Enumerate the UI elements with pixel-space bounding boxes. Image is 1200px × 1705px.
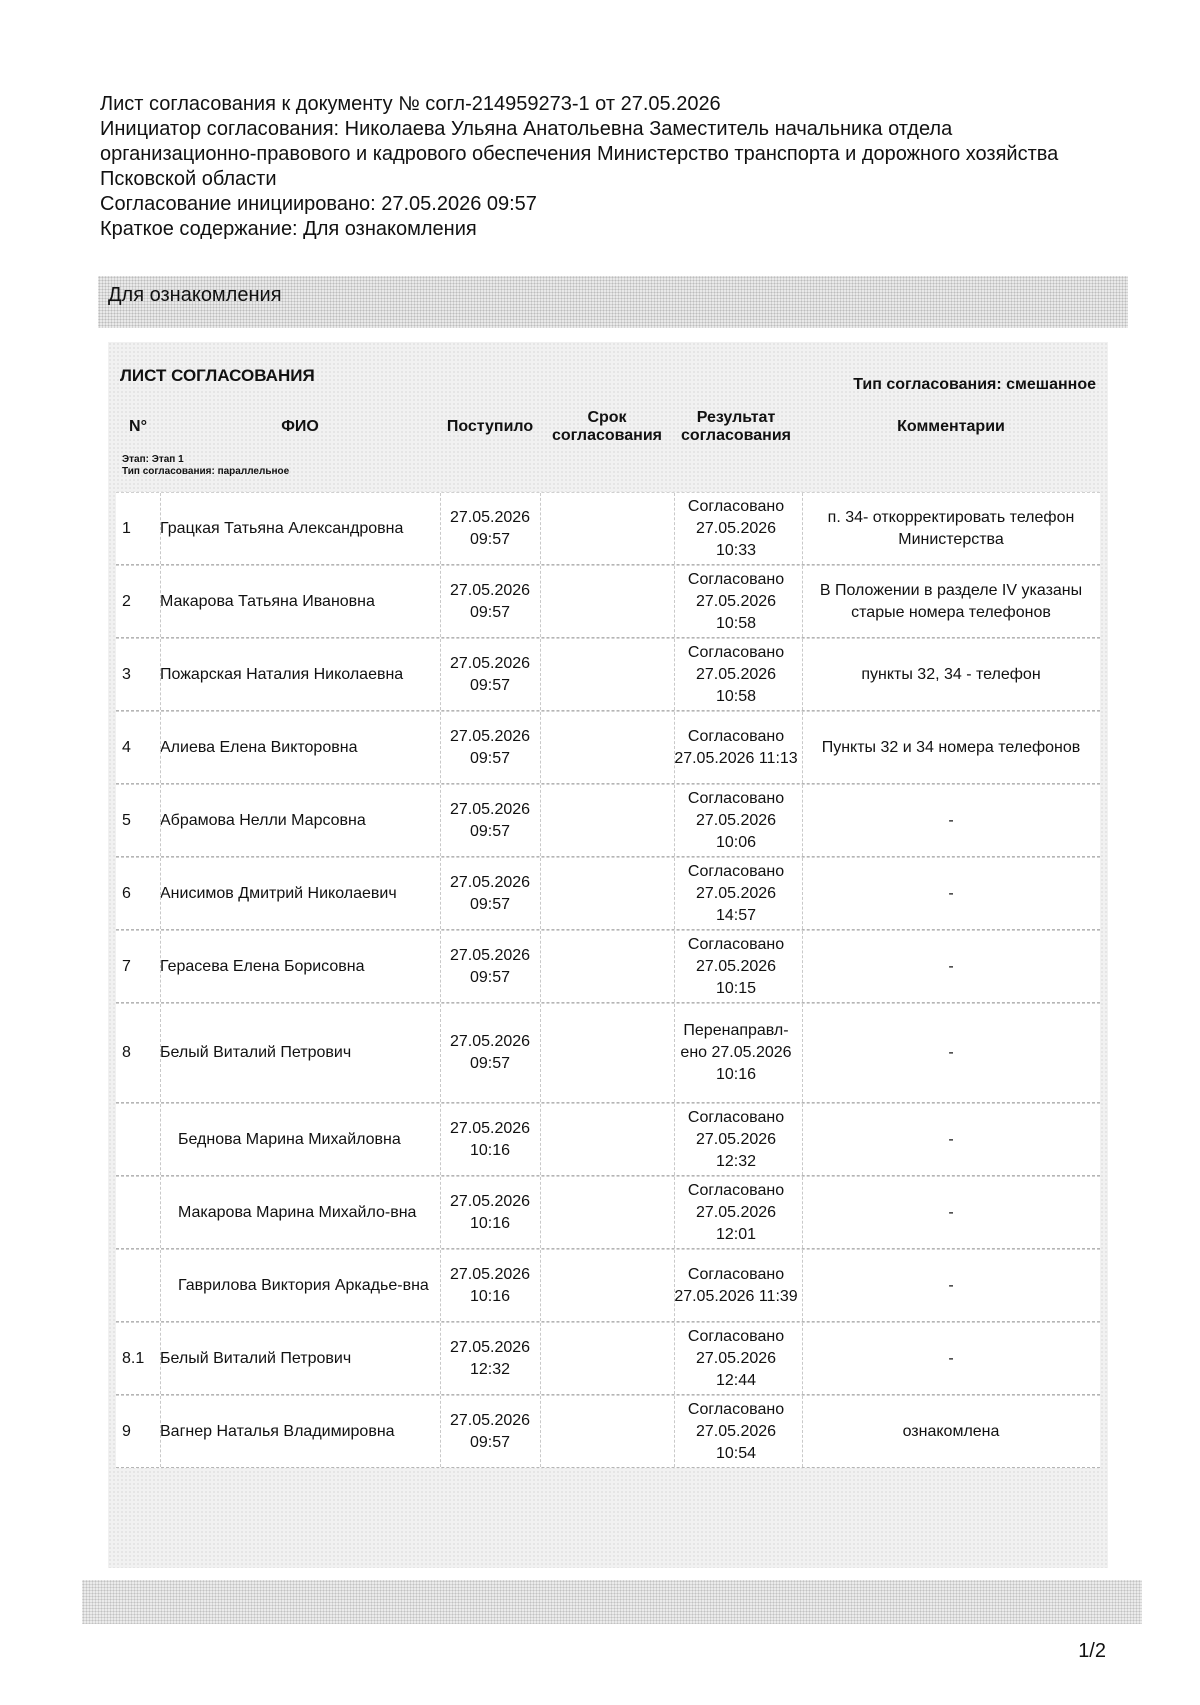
column-divider	[160, 931, 161, 1002]
row-comment: -	[948, 884, 954, 902]
column-divider	[674, 931, 675, 1002]
column-divider	[540, 566, 541, 637]
row-comment: п. 34- откорректировать телефон Министерства	[827, 508, 1075, 548]
row-received: 27.05.2026 09:57	[449, 508, 531, 548]
column-divider	[802, 712, 803, 783]
footer-band	[82, 1580, 1142, 1624]
row-comment: ознакомлена	[902, 1422, 1000, 1440]
row-received: 27.05.2026 09:57	[449, 946, 531, 986]
column-divider	[540, 712, 541, 783]
row-result: Перенаправл-ено 27.05.2026 10:16	[680, 1022, 792, 1083]
approval-sheet	[108, 342, 1108, 1568]
column-divider	[160, 1250, 161, 1321]
row-result: Согласовано 27.05.2026 12:32	[687, 1108, 785, 1170]
stage-name: Этап: Этап 1	[122, 454, 184, 465]
table-row	[116, 1395, 1100, 1468]
row-name: Гаврилова Виктория Аркадье-вна	[178, 1276, 429, 1294]
row-name: Белый Виталий Петрович	[160, 1044, 352, 1061]
row-received: 27.05.2026 10:16	[449, 1192, 531, 1232]
approval-type: Тип согласования: смешанное	[853, 376, 1096, 393]
column-divider	[802, 566, 803, 637]
row-name: Беднова Марина Михайловна	[178, 1130, 401, 1148]
initiated-at: Согласование инициировано: 27.05.2026 09:57	[100, 193, 537, 215]
stage-type: Тип согласования: параллельное	[122, 466, 290, 477]
row-deadline	[540, 639, 674, 710]
row-number	[116, 1104, 162, 1175]
row-comment: -	[948, 1130, 954, 1148]
row-comment: -	[948, 811, 954, 829]
table-row	[116, 711, 1100, 784]
column-divider	[674, 566, 675, 637]
column-divider	[540, 1396, 541, 1467]
col-comments: Комментарии	[897, 418, 1005, 435]
row-deadline	[540, 785, 674, 856]
column-divider	[540, 1004, 541, 1102]
column-divider	[440, 785, 441, 856]
table-row	[116, 1103, 1100, 1176]
table-row	[116, 930, 1100, 1003]
column-divider	[802, 785, 803, 856]
column-divider	[802, 493, 803, 564]
column-divider	[540, 931, 541, 1002]
row-result: Согласовано 27.05.2026 10:58	[687, 570, 785, 632]
column-divider	[802, 1396, 803, 1467]
row-received: 27.05.2026 09:57	[449, 873, 531, 913]
row-received: 27.05.2026 09:57	[449, 1033, 531, 1072]
column-divider	[540, 1250, 541, 1321]
table-row	[116, 565, 1100, 638]
column-divider	[802, 1104, 803, 1175]
column-divider	[674, 785, 675, 856]
column-divider	[160, 1323, 161, 1394]
summary: Краткое содержание: Для ознакомления	[100, 218, 477, 240]
row-comment: -	[948, 957, 954, 975]
column-divider	[160, 639, 161, 710]
column-divider	[540, 785, 541, 856]
row-deadline	[540, 1104, 674, 1175]
row-received: 27.05.2026 09:57	[449, 727, 531, 767]
row-number: 8	[122, 1044, 131, 1061]
column-divider	[674, 1177, 675, 1248]
column-divider	[802, 931, 803, 1002]
row-deadline	[540, 1250, 674, 1321]
column-divider	[802, 1177, 803, 1248]
row-comment: пункты 32, 34 - телефон	[861, 665, 1041, 683]
column-divider	[440, 639, 441, 710]
row-result: Согласовано 27.05.2026 10:15	[687, 935, 785, 997]
row-deadline	[540, 1323, 674, 1394]
column-divider	[540, 858, 541, 929]
row-number: 5	[122, 811, 131, 829]
row-result: Согласовано 27.05.2026 10:58	[687, 643, 785, 705]
row-received: 27.05.2026 10:16	[449, 1119, 531, 1159]
column-divider	[440, 493, 441, 564]
column-divider	[540, 639, 541, 710]
table-row	[116, 1003, 1100, 1103]
column-divider	[540, 493, 541, 564]
column-divider	[440, 566, 441, 637]
column-divider	[160, 1396, 161, 1467]
column-divider	[440, 1104, 441, 1175]
table-row	[116, 1322, 1100, 1395]
column-divider	[160, 785, 161, 856]
column-divider	[440, 931, 441, 1002]
row-result: Согласовано 27.05.2026 14:57	[687, 862, 785, 924]
section-title: Для ознакомления	[108, 284, 282, 306]
row-result: Согласовано 27.05.2026 12:01	[687, 1181, 785, 1243]
row-name: Абрамова Нелли Марсовна	[160, 811, 366, 829]
document-title: Лист согласования к документу № согл-214959273-1 от 27.05.2026	[100, 93, 721, 115]
section-band	[98, 276, 1128, 328]
column-divider	[674, 858, 675, 929]
row-number: 3	[122, 665, 131, 683]
row-number: 6	[122, 884, 131, 902]
table-row	[116, 1176, 1100, 1249]
column-divider	[802, 1004, 803, 1102]
stage-info	[122, 454, 289, 478]
row-comment: -	[948, 1044, 954, 1061]
row-name: Макарова Татьяна Ивановна	[160, 592, 375, 610]
row-deadline	[540, 858, 674, 929]
row-received: 27.05.2026 09:57	[449, 800, 531, 840]
column-divider	[802, 639, 803, 710]
column-divider	[674, 493, 675, 564]
sheet-title: ЛИСТ СОГЛАСОВАНИЯ	[120, 366, 315, 385]
row-number	[116, 1177, 162, 1248]
col-num: N°	[129, 418, 147, 435]
row-deadline	[540, 931, 674, 1002]
row-number: 9	[122, 1422, 131, 1440]
row-comment: В Положении в разделе IV указаны старые номера телефонов	[819, 581, 1083, 621]
row-name: Пожарская Наталия Николаевна	[160, 665, 404, 683]
column-divider	[440, 1250, 441, 1321]
row-comment: -	[948, 1276, 954, 1294]
page-number: 1/2	[1078, 1640, 1106, 1662]
row-number: 1	[122, 519, 131, 537]
table-row	[116, 784, 1100, 857]
column-divider	[540, 1104, 541, 1175]
row-name: Вагнер Наталья Владимировна	[160, 1422, 395, 1440]
row-deadline	[540, 1177, 674, 1248]
column-divider	[540, 1323, 541, 1394]
row-comment: -	[948, 1349, 954, 1367]
row-result: Согласовано 27.05.2026 12:44	[687, 1327, 785, 1389]
column-divider	[674, 1104, 675, 1175]
row-result: Согласовано 27.05.2026 10:54	[687, 1400, 785, 1462]
column-divider	[440, 1396, 441, 1467]
column-divider	[440, 858, 441, 929]
column-divider	[674, 1250, 675, 1321]
row-number	[116, 1250, 162, 1321]
column-divider	[802, 858, 803, 929]
row-name: Грацкая Татьяна Александровна	[160, 519, 404, 537]
column-divider	[440, 1177, 441, 1248]
row-received: 27.05.2026 09:57	[449, 1411, 531, 1451]
column-divider	[802, 1250, 803, 1321]
row-name: Макарова Марина Михайло-вна	[178, 1203, 417, 1221]
column-divider	[160, 712, 161, 783]
row-received: 27.05.2026 12:32	[449, 1338, 531, 1378]
row-result: Согласовано 27.05.2026 10:06	[687, 789, 785, 851]
column-divider	[160, 1177, 161, 1248]
row-name: Алиева Елена Викторовна	[160, 738, 358, 756]
column-divider	[674, 712, 675, 783]
row-number: 8.1	[122, 1349, 145, 1367]
row-deadline	[540, 712, 674, 783]
column-divider	[674, 639, 675, 710]
col-received: Поступило	[446, 418, 534, 435]
row-deadline	[540, 1396, 674, 1467]
col-deadline: Срок согласования	[551, 409, 663, 444]
column-divider	[674, 1004, 675, 1102]
row-result: Согласовано 27.05.2026 10:33	[687, 497, 785, 559]
row-name: Анисимов Дмитрий Николаевич	[160, 884, 397, 902]
row-name: Герасева Елена Борисовна	[160, 957, 365, 975]
column-divider	[802, 1323, 803, 1394]
column-divider	[674, 1323, 675, 1394]
col-result: Результат согласования	[680, 409, 792, 444]
column-divider	[440, 1323, 441, 1394]
column-divider	[440, 1004, 441, 1102]
table-row	[116, 857, 1100, 930]
column-divider	[160, 858, 161, 929]
row-comment: -	[948, 1203, 954, 1221]
row-received: 27.05.2026 10:16	[449, 1265, 531, 1305]
table-row	[116, 1249, 1100, 1322]
column-divider	[540, 1177, 541, 1248]
row-received: 27.05.2026 09:57	[449, 654, 531, 694]
column-divider	[160, 493, 161, 564]
column-divider	[440, 712, 441, 783]
row-comment: Пункты 32 и 34 номера телефонов	[821, 738, 1081, 756]
table-row	[116, 638, 1100, 711]
row-deadline	[540, 566, 674, 637]
row-number: 4	[122, 738, 131, 756]
column-divider	[160, 1104, 161, 1175]
row-number: 7	[122, 957, 131, 975]
row-result: Согласовано 27.05.2026 11:39	[674, 1265, 798, 1305]
column-divider	[160, 1004, 161, 1102]
row-received: 27.05.2026 09:57	[449, 581, 531, 621]
row-deadline	[540, 1004, 674, 1102]
column-divider	[160, 566, 161, 637]
row-name: Белый Виталий Петрович	[160, 1349, 352, 1367]
row-number: 2	[122, 592, 131, 610]
table-header	[108, 396, 1108, 458]
col-name: ФИО	[281, 418, 319, 435]
document-header	[100, 92, 1100, 242]
table-row	[116, 492, 1100, 565]
initiator: Инициатор согласования: Николаева Ульяна Анатольевна Заместитель начальника отдела организационно-правового и кадрового обеспечения Министерство транспорта и дорожного хозяйства Псковской области	[100, 118, 1059, 190]
row-deadline	[540, 493, 674, 564]
row-result: Согласовано 27.05.2026 11:13	[674, 727, 798, 767]
column-divider	[674, 1396, 675, 1467]
